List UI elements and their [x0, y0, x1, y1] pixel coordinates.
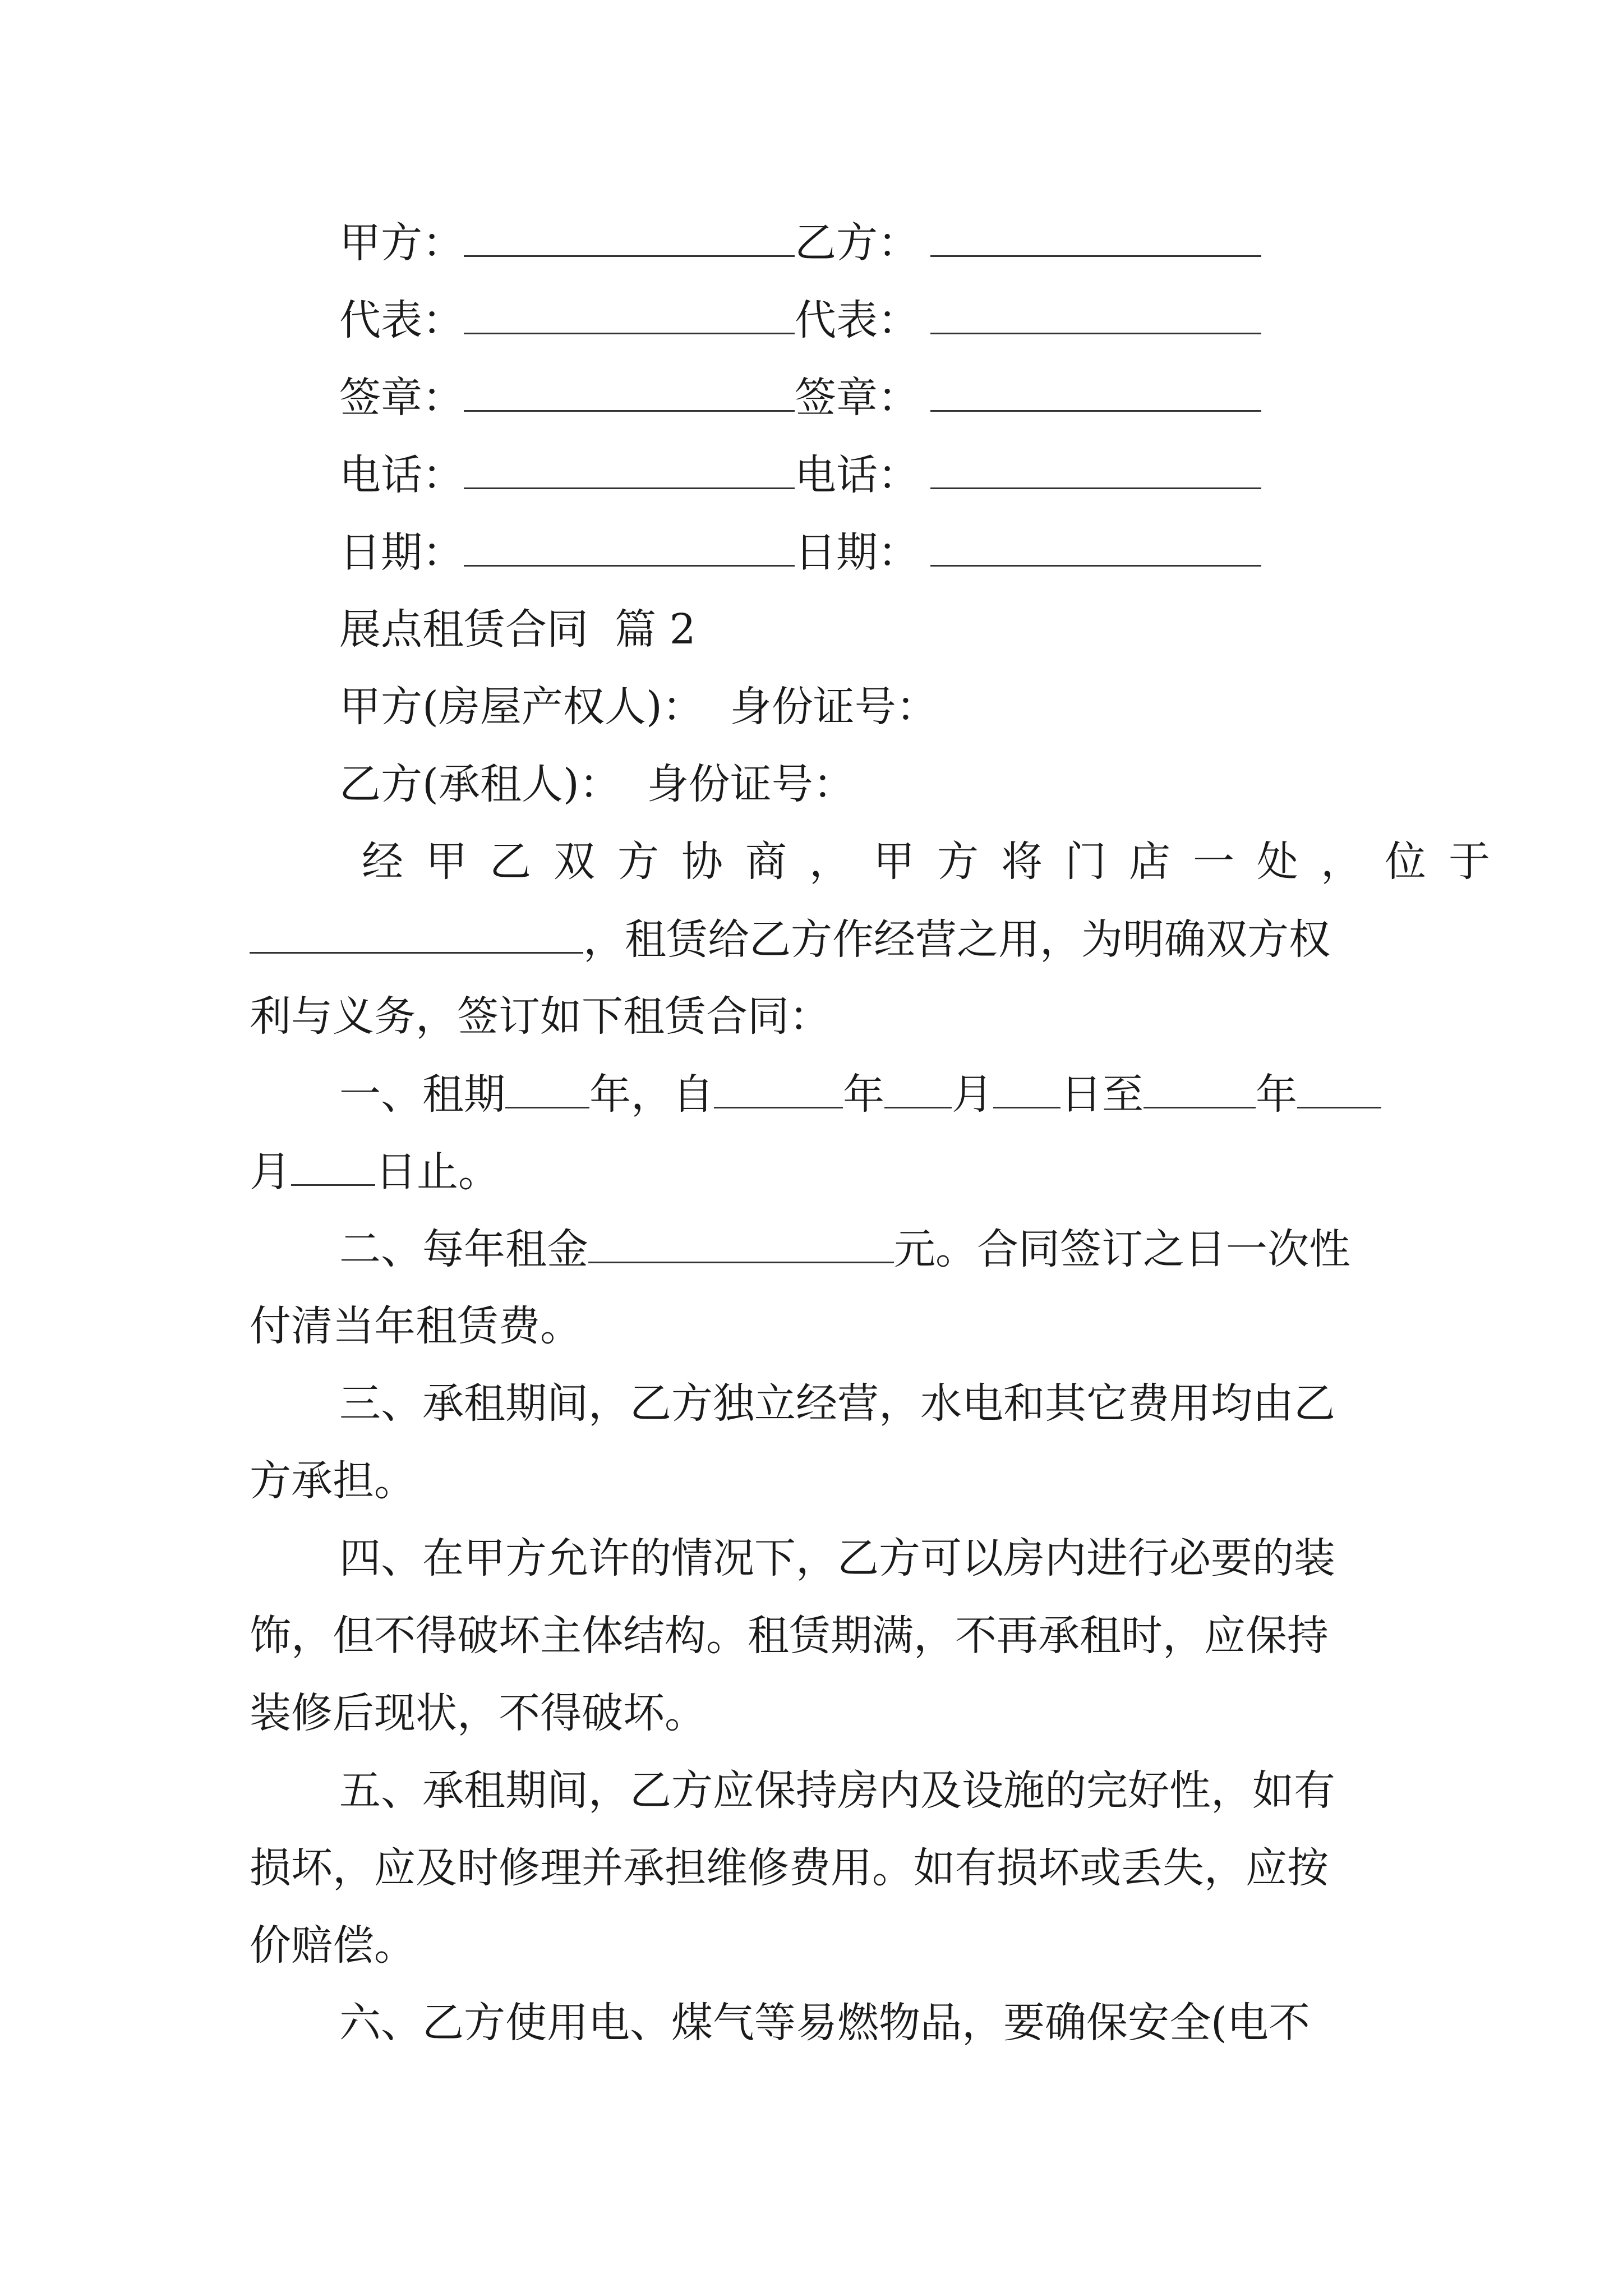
end-month-blank[interactable]	[1297, 1073, 1381, 1108]
clause5-line-2: 损坏，应及时修理并承担维修费用。如有损坏或丢失，应按	[250, 1844, 1329, 1892]
sig-blank-right[interactable]	[930, 376, 1261, 412]
party-b-line: 乙方(承租人)： 身份证号：	[339, 760, 855, 808]
clause1-text-1: 一、租期	[339, 1070, 505, 1119]
clause6-line-1: 六、乙方使用电、煤气等易燃物品，要确保安全(电不	[339, 1999, 1310, 2047]
intro-line-1: 经甲乙双方协商，甲方将门店一处，位于	[362, 838, 1513, 886]
sig-label-right: 签章：	[795, 374, 919, 422]
clause2-text-2: 元。合同签订之日一次性	[894, 1225, 1350, 1273]
clause1-text-4: 月	[952, 1070, 993, 1119]
sig-row-party	[339, 219, 1261, 267]
sig-label-right: 电话：	[795, 451, 919, 499]
term-years-blank[interactable]	[505, 1073, 589, 1108]
sig-blank-right[interactable]	[930, 222, 1261, 257]
clause4-line-2: 饰，但不得破坏主体结构。租赁期满，不再承租时，应保持	[250, 1612, 1329, 1660]
sig-row-seal	[339, 374, 1261, 422]
sig-row-date	[339, 528, 1261, 577]
clause1-line-2	[250, 1148, 500, 1196]
sig-blank-left[interactable]	[464, 222, 795, 257]
clause2-line-1	[339, 1225, 1350, 1273]
clause5-line-3: 价赔偿。	[250, 1921, 416, 1970]
sig-blank-right[interactable]	[930, 531, 1261, 567]
start-month-blank[interactable]	[884, 1073, 952, 1108]
annual-rent-blank[interactable]	[588, 1228, 894, 1263]
sig-row-rep	[339, 296, 1261, 344]
start-year-blank[interactable]	[714, 1073, 843, 1108]
location-blank[interactable]	[250, 918, 583, 954]
sig-blank-right[interactable]	[930, 454, 1261, 489]
sig-label-left: 代表：	[339, 296, 464, 344]
clause1-text-8: 日止。	[375, 1148, 500, 1196]
sig-label-left: 签章：	[339, 374, 464, 422]
clause2-line-2: 付清当年租赁费。	[250, 1302, 582, 1350]
intro-line-2-text: ，租赁给乙方作经营之用，为明确双方权	[583, 915, 1330, 964]
clause3-line-2: 方承担。	[250, 1457, 416, 1505]
section-title: 展点租赁合同 篇 2	[339, 605, 696, 654]
sig-label-left: 日期：	[339, 528, 464, 577]
sig-blank-right[interactable]	[930, 299, 1261, 334]
sig-label-right: 代表：	[795, 296, 919, 344]
clause1-text-5: 日至	[1061, 1070, 1144, 1119]
clause1-text-2: 年，自	[589, 1070, 714, 1119]
intro-line-2	[250, 915, 1330, 964]
clause3-line-1: 三、承租期间，乙方独立经营，水电和其它费用均由乙	[339, 1379, 1335, 1428]
clause2-text-1: 二、每年租金	[339, 1225, 588, 1273]
sig-label-right: 乙方：	[795, 219, 919, 267]
sig-label-right: 日期：	[795, 528, 919, 577]
clause1-text-7: 月	[250, 1148, 291, 1196]
clause4-line-1: 四、在甲方允许的情况下，乙方可以房内进行必要的装	[339, 1534, 1335, 1582]
clause1-line-1	[339, 1070, 1381, 1119]
clause5-line-1: 五、承租期间，乙方应保持房内及设施的完好性，如有	[339, 1766, 1335, 1815]
sig-blank-left[interactable]	[464, 454, 795, 489]
sig-label-left: 电话：	[339, 451, 464, 499]
sig-blank-left[interactable]	[464, 376, 795, 412]
sig-blank-left[interactable]	[464, 299, 795, 334]
clause1-text-6: 年	[1256, 1070, 1297, 1119]
end-day-blank[interactable]	[291, 1151, 375, 1186]
sig-row-phone	[339, 451, 1261, 499]
sig-label-left: 甲方：	[339, 219, 464, 267]
party-a-line: 甲方(房屋产权人)： 身份证号：	[339, 683, 938, 731]
end-year-blank[interactable]	[1144, 1073, 1256, 1108]
intro-line-3: 利与义务，签订如下租赁合同：	[250, 992, 831, 1041]
clause4-line-3: 装修后现状，不得破坏。	[250, 1689, 706, 1737]
clause1-text-3: 年	[843, 1070, 884, 1119]
start-day-blank[interactable]	[993, 1073, 1061, 1108]
sig-blank-left[interactable]	[464, 531, 795, 567]
